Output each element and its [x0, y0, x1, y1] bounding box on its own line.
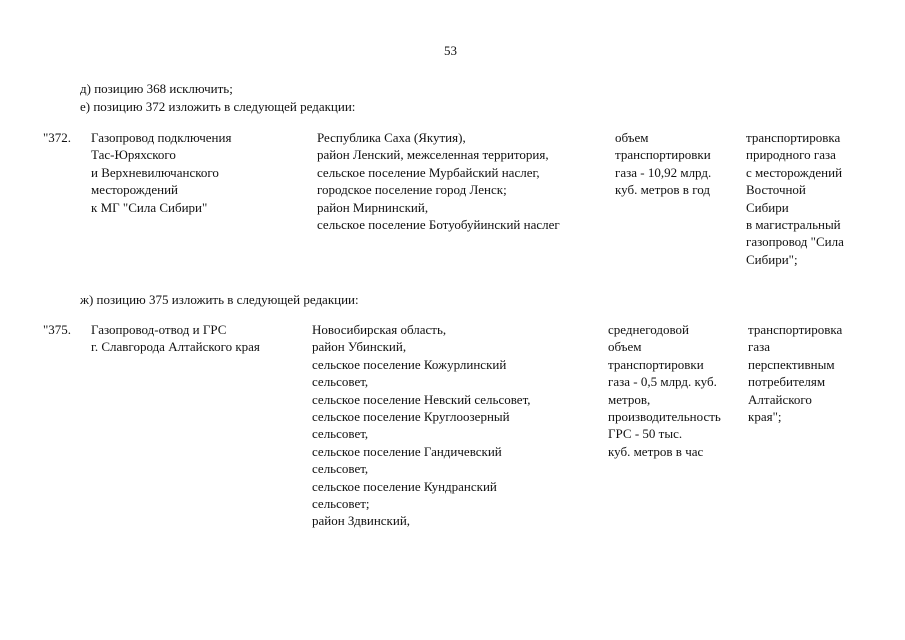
row-375-capacity-line: ГРС - 50 тыс.: [608, 426, 683, 442]
row-372-location: [317, 129, 560, 233]
row-375-purpose-line: Алтайского: [748, 391, 812, 407]
row-372-purpose-line: транспортировка: [746, 130, 841, 145]
item-d-text: д) позицию 368 исключить;: [80, 81, 233, 96]
row-372-purpose-line: газопровод "Сила: [746, 234, 844, 250]
row-375-capacity-line: метров,: [608, 391, 651, 407]
row-375-location-line: район Здвинский,: [312, 513, 411, 529]
row-372-location-line: район Ленский, межселенная территория,: [317, 147, 549, 163]
row-372-capacity-line: объем: [615, 130, 649, 145]
row-375-location-line: сельсовет,: [312, 426, 369, 442]
row-372-purpose-line: Восточной: [746, 182, 806, 198]
row-372-name-line: Тас-Юряхского: [91, 147, 176, 163]
row-375-location-line: сельсовет;: [312, 496, 370, 512]
row-375-purpose-line: потребителям: [748, 374, 826, 390]
row-372-number: "372.: [43, 130, 72, 145]
row-372-location-line: район Мирнинский,: [317, 199, 429, 215]
row-372-purpose-line: Сибири";: [746, 251, 798, 267]
row-375-purpose-line: транспортировка: [748, 322, 843, 337]
row-375-purpose-line: перспективным: [748, 356, 835, 372]
row-375-capacity-line: объем: [608, 339, 642, 355]
row-375-location-line: Новосибирская область,: [312, 322, 447, 337]
row-375-capacity: [608, 321, 721, 460]
row-375-location: [312, 321, 531, 530]
row-375-location-line: сельское поселение Круглоозерный: [312, 409, 510, 425]
row-375-location-line: сельсовет,: [312, 461, 369, 477]
row-372-name-line: Газопровод подключения: [91, 130, 232, 145]
row-375-location-line: сельское поселение Кожурлинский: [312, 356, 507, 372]
row-375-location-line: сельское поселение Гандичевский: [312, 443, 502, 459]
row-372-purpose: [746, 129, 844, 268]
row-375-capacity-line: газа - 0,5 млрд. куб.: [608, 374, 717, 390]
row-372-purpose-line: природного газа: [746, 147, 836, 163]
row-375-location-line: сельское поселение Кундранский: [312, 478, 497, 494]
row-375-location-line: сельское поселение Невский сельсовет,: [312, 391, 531, 407]
row-372-capacity-line: транспортировки: [615, 147, 711, 163]
row-372-capacity-line: куб. метров в год: [615, 182, 710, 198]
row-372-name-line: месторождений: [91, 182, 179, 198]
row-372-capacity: [615, 129, 711, 199]
row-372-location-line: сельское поселение Ботуобуйинский наслег: [317, 217, 560, 233]
row-372-name: [91, 129, 231, 216]
row-375-name-line: Газопровод-отвод и ГРС: [91, 322, 227, 337]
row-375-location-line: сельсовет,: [312, 374, 369, 390]
row-375-name: [91, 321, 260, 356]
row-372-location-line: городское поселение город Ленск;: [317, 182, 507, 198]
row-375-purpose-line: края";: [748, 409, 782, 425]
row-372-capacity-line: газа - 10,92 млрд.: [615, 164, 712, 180]
row-375-number: "375.: [43, 322, 72, 337]
row-372-location-line: сельское поселение Мурбайский наслег,: [317, 164, 540, 180]
row-372-location-line: Республика Саха (Якутия),: [317, 130, 466, 145]
row-375-purpose-line: газа: [748, 339, 771, 355]
row-375-capacity-line: транспортировки: [608, 356, 704, 372]
row-372-name-line: к МГ "Сила Сибири": [91, 199, 208, 215]
item-zh-text: ж) позицию 375 изложить в следующей редакции:: [80, 292, 359, 307]
row-375-capacity-line: куб. метров в час: [608, 443, 704, 459]
row-372-purpose-line: в магистральный: [746, 217, 841, 233]
row-372-name-line: и Верхневилючанского: [91, 164, 219, 180]
row-375-capacity-line: производительность: [608, 409, 721, 425]
row-375-name-line: г. Славгорода Алтайского края: [91, 339, 260, 355]
row-375-location-line: район Убинский,: [312, 339, 407, 355]
row-372-purpose-line: с месторождений: [746, 164, 843, 180]
row-372-purpose-line: Сибири: [746, 199, 789, 215]
row-375-purpose: [748, 321, 842, 425]
item-e-text: е) позицию 372 изложить в следующей редакции:: [80, 99, 356, 114]
row-375-capacity-line: среднегодовой: [608, 322, 689, 337]
page-number: 53: [444, 43, 457, 58]
